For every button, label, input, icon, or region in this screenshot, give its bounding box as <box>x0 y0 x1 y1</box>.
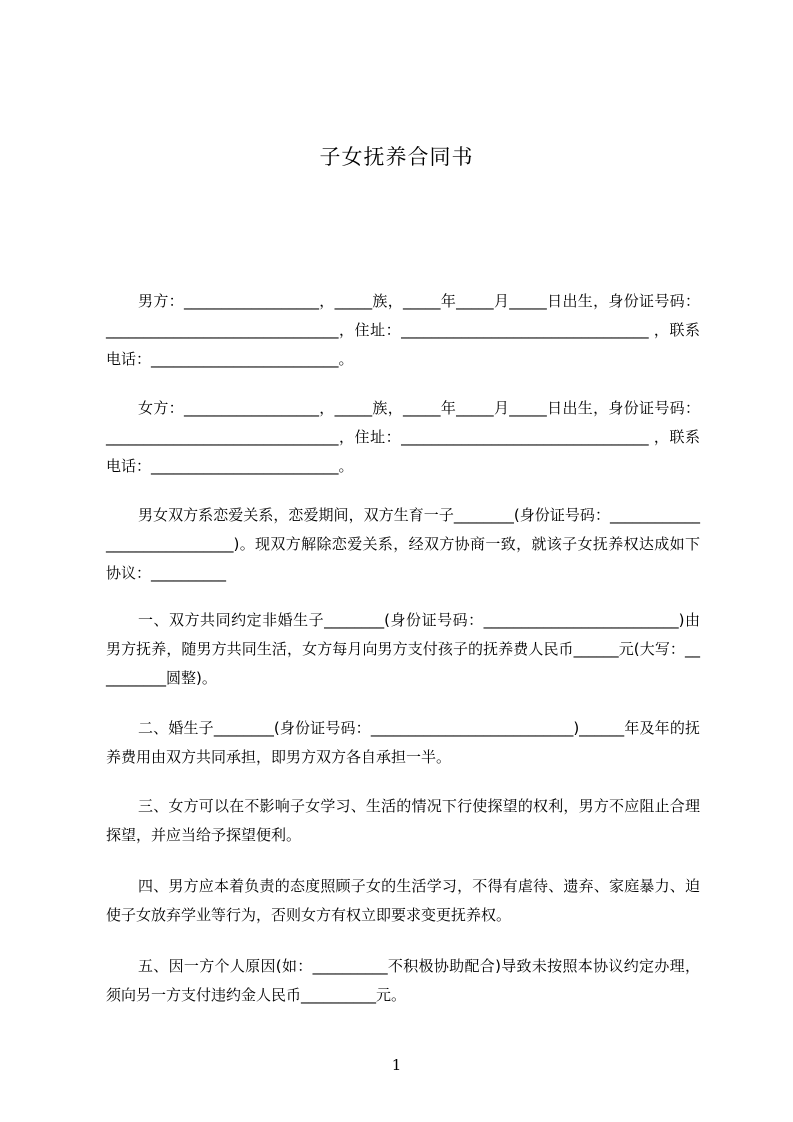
clause-5-paragraph: 五、因一方个人原因(如：__________不积极协助配合)导致未按照本协议约定办理，须向另一方支付违约金人民币__________元。 <box>106 957 700 1004</box>
clause-4-paragraph: 四、男方应本着负责的态度照顾子女的生活学习，不得有虐待、遗弃、家庭暴力、迫使子女放弃学业等行为，否则女方有权立即要求变更抚养权。 <box>106 877 700 924</box>
male-party-paragraph: 男方：__________________，_____族，_____年_____月_____日出生，身份证号码：_______________________________，住址：_________________________________ ，联系电话：_________________________。 <box>106 292 700 368</box>
clause-2-paragraph: 二、婚生子________(身份证号码：___________________________)______年及年的抚养费用由双方共同承担，即男方双方各自承担一半。 <box>106 719 700 766</box>
page-number: 1 <box>391 1056 402 1074</box>
document-title: 子女抚养合同书 <box>319 145 474 169</box>
clause-1-paragraph: 一、双方共同约定非婚生子________(身份证号码：__________________________)由男方抚养，随男方共同生活，女方每月向男方支付孩子的抚养费人民币______元(大写：__________圆整)。 <box>106 611 700 687</box>
preamble-paragraph: 男女双方系恋爱关系，恋爱期间，双方生育一子________(身份证号码：_____________________________)。现双方解除恋爱关系，经双方协商一致，就该子女抚养权达成如下协议：__________ <box>106 506 700 582</box>
female-party-paragraph: 女方：__________________，_____族，_____年_____月_____日出生，身份证号码：_______________________________，住址：_________________________________ ，联系电话：_________________________。 <box>106 399 700 475</box>
clause-3-paragraph: 三、女方可以在不影响子女学习、生活的情况下行使探望的权利，男方不应阻止合理探望，并应当给予探望便利。 <box>106 797 700 844</box>
